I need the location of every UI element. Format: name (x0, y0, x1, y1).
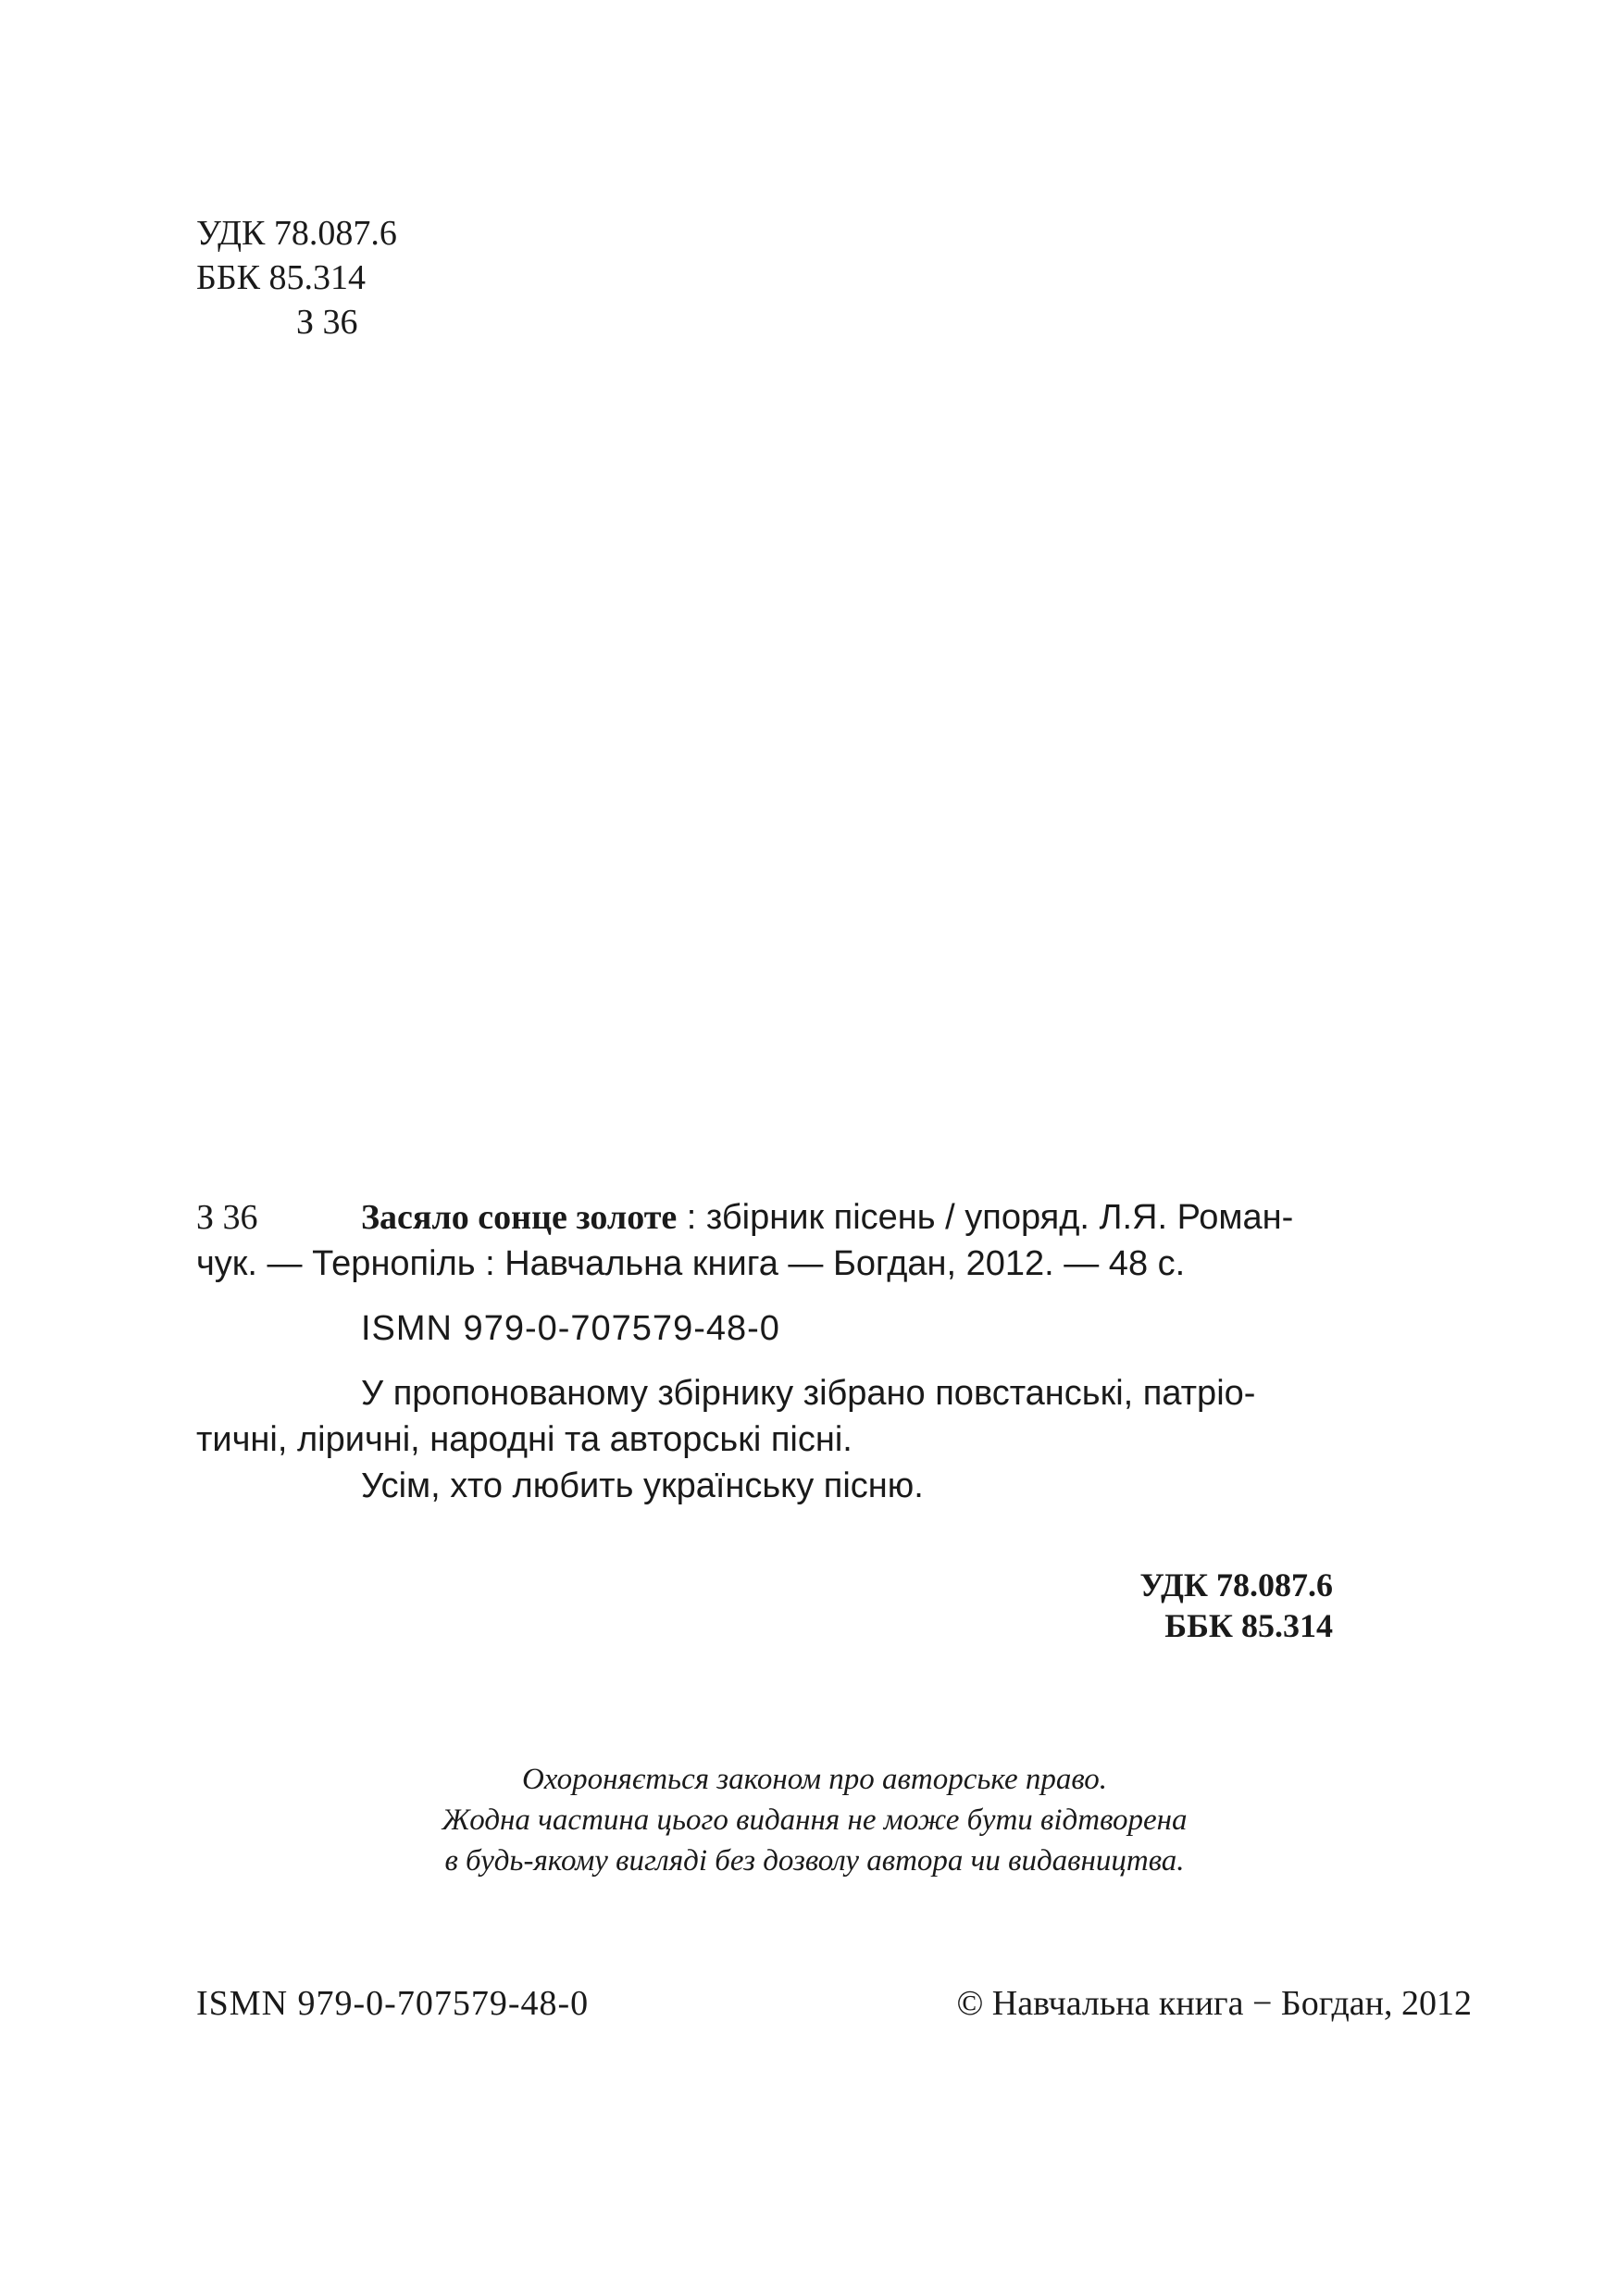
top-udk-code: УДК 78.087.6 (196, 214, 397, 253)
dedication: Усім, хто любить українську пісню. (361, 1466, 924, 1505)
bold-udk-code: УДК 78.087.6 (1139, 1566, 1333, 1603)
entry-imprint-line: чук. — Тернопіль : Навчальна книга — Богдан, 2012. — 48 с. (196, 1244, 1186, 1283)
top-bbk-code: ББК 85.314 (196, 258, 366, 297)
annotation-line-1: У пропонованому збірнику зібрано повстанські, патріо- (361, 1374, 1256, 1413)
notice-line-1: Охороняється законом про авторське право. (521, 1763, 1108, 1796)
bold-classification-codes (926, 1565, 1333, 1646)
top-classification-codes (196, 211, 397, 344)
book-title: Засяло сонце золоте (361, 1198, 678, 1237)
entry-title-line (361, 1194, 1293, 1241)
footer-ismn: ISMN 979-0-707579-48-0 (196, 1984, 590, 2023)
entry-title-rest: : збірник пісень / упоряд. Л.Я. Роман- (677, 1198, 1294, 1237)
notice-line-2: Жодна частина цього видання не може бути відтворена (442, 1803, 1188, 1837)
footer-copyright: © Навчальна книга − Богдан, 2012 (956, 1984, 1472, 2023)
entry-author-mark: З 36 (196, 1198, 258, 1237)
annotation-line-2: тичні, ліричні, народні та авторські пісні. (196, 1420, 853, 1459)
entry-ismn: ISMN 979-0-707579-48-0 (361, 1309, 780, 1348)
copyright-notice (278, 1759, 1351, 1881)
top-author-mark: З 36 (296, 303, 358, 342)
notice-line-3: в будь-якому вигляді без дозволу автора чи видавництва. (444, 1844, 1185, 1878)
bold-bbk-code: ББК 85.314 (1164, 1607, 1333, 1644)
